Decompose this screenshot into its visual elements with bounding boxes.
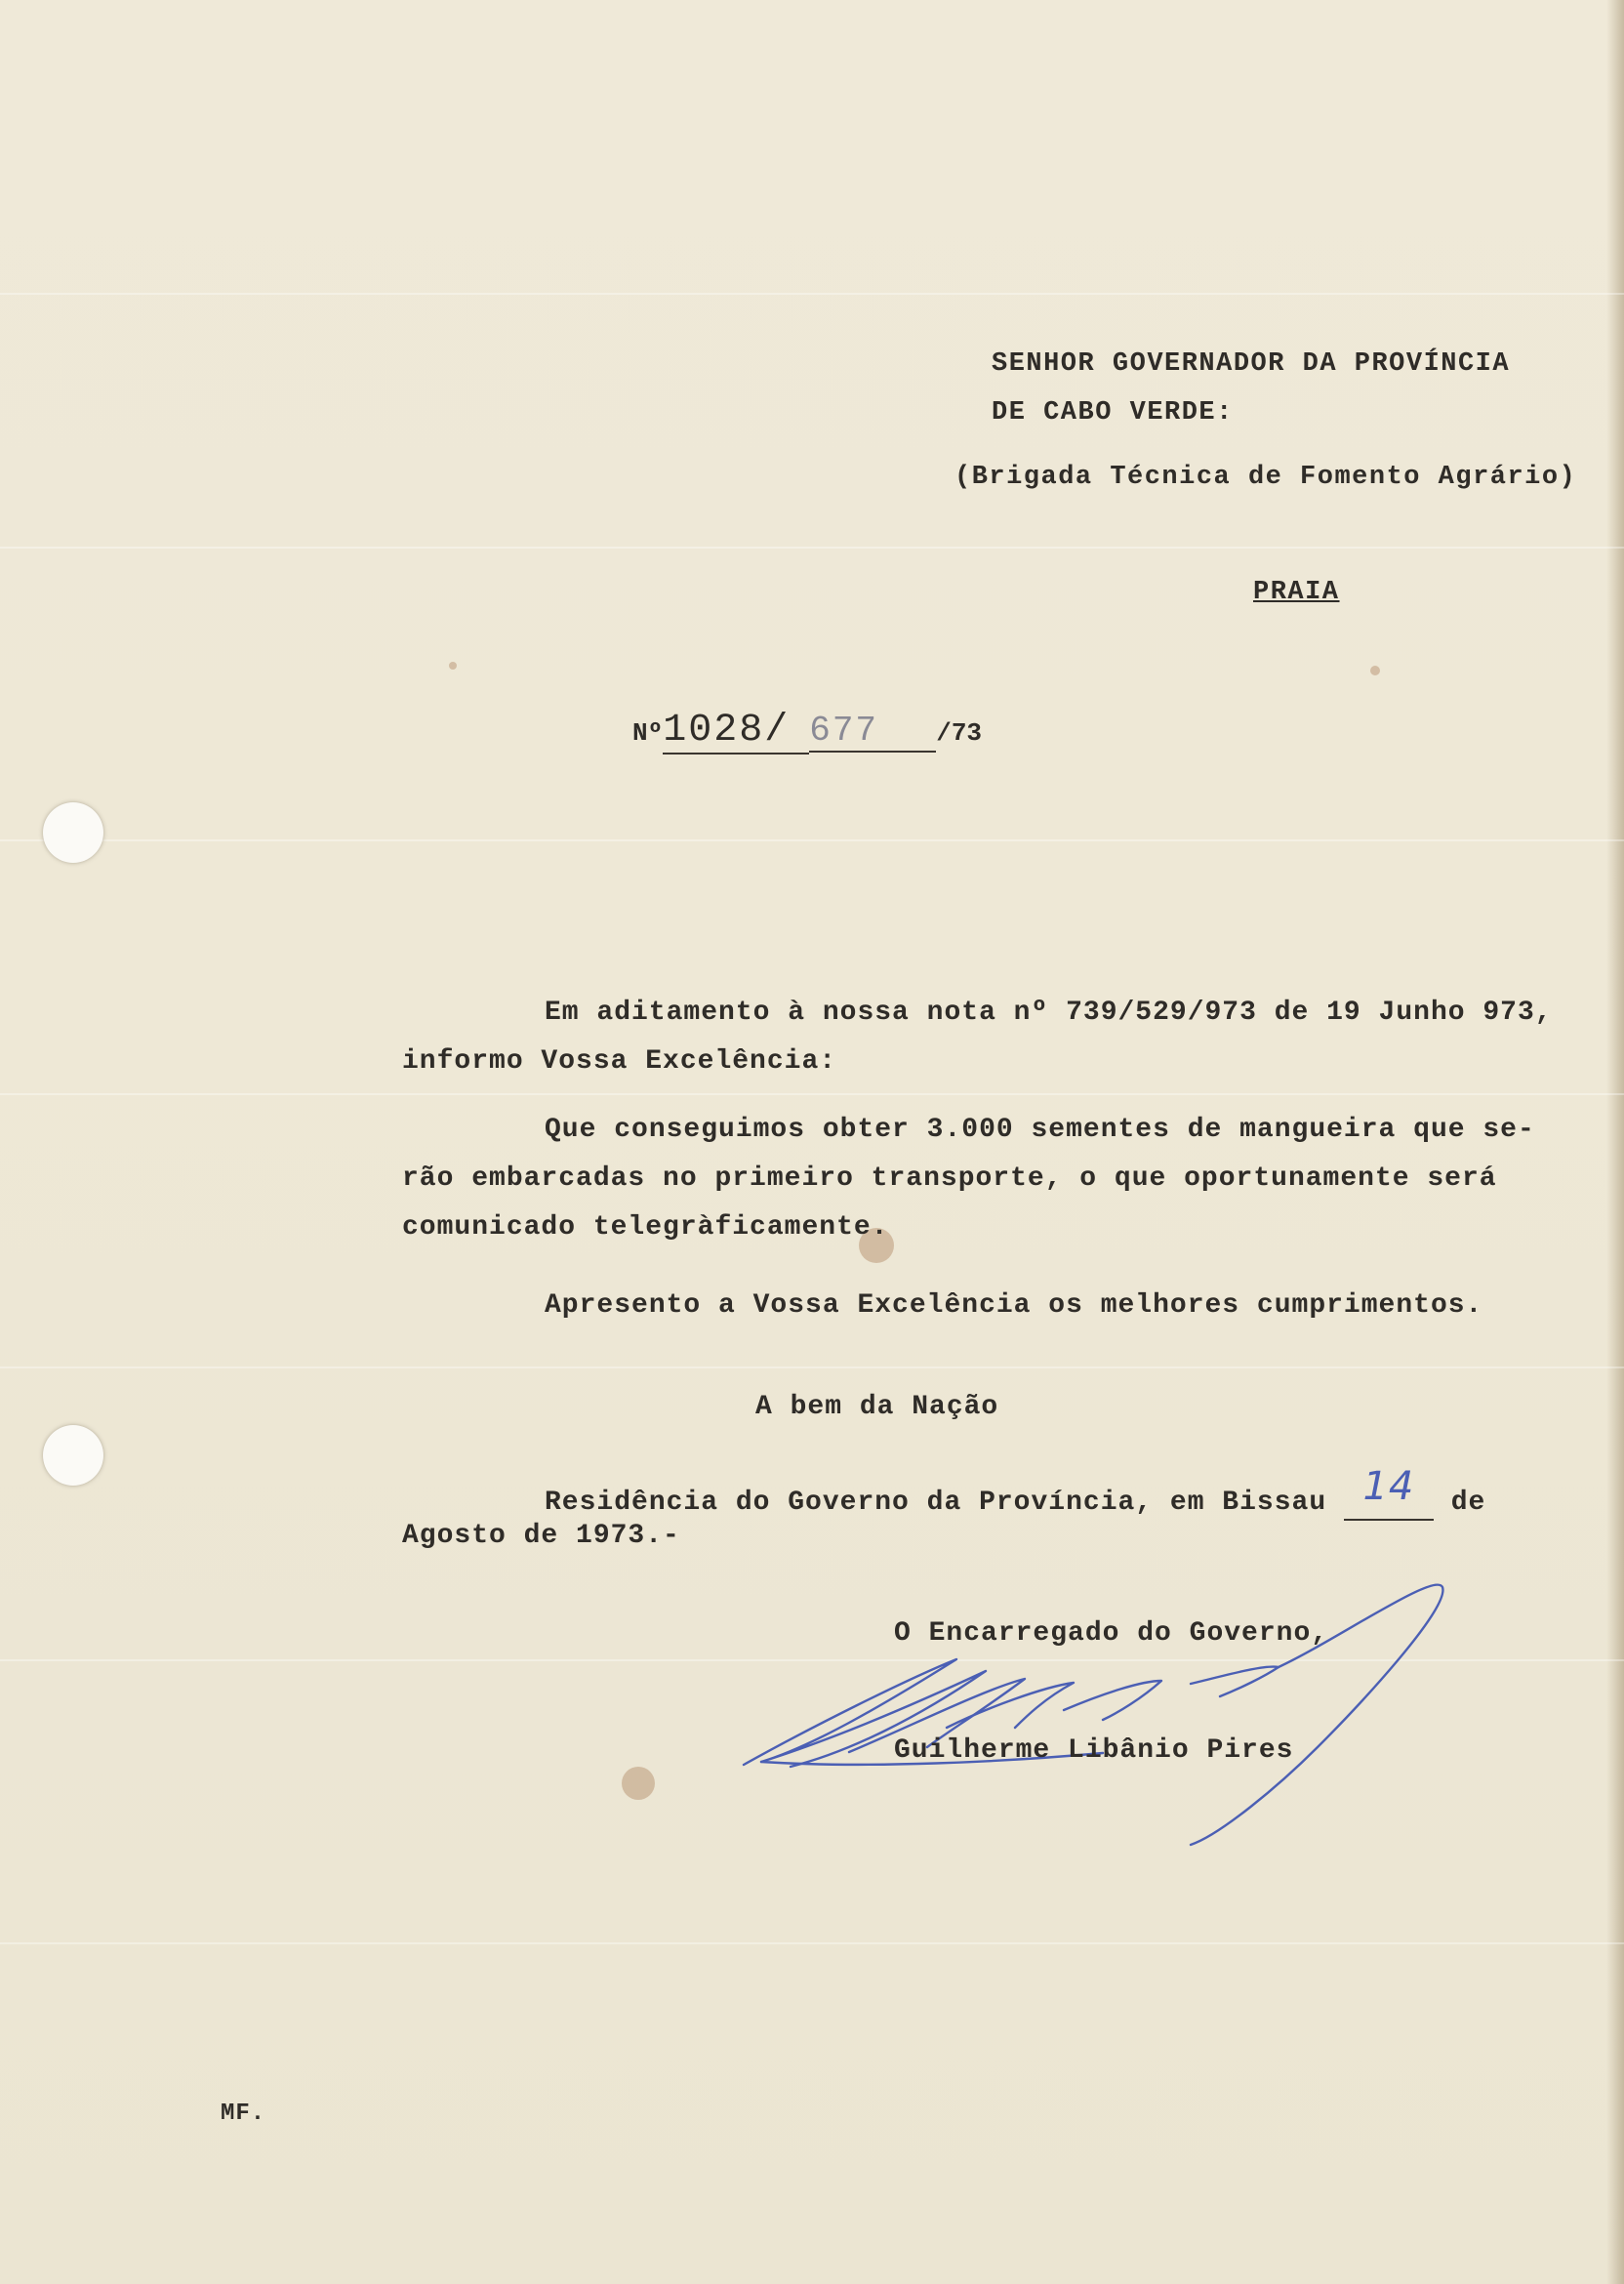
paper-texture-line [0,1366,1624,1368]
signer-name: Guilherme Libânio Pires [894,1735,1294,1766]
closing-place-suffix: de [1450,1488,1486,1518]
closing-motto: A bem da Nação [755,1392,999,1422]
closing-day-blank [1344,1464,1434,1521]
body-paragraph-1-line-1: Em aditamento à nossa nota nº 739/529/973 de 19 Junho 973, [545,998,1553,1028]
body-paragraph-3: Apresento a Vossa Excelência os melhores cumprimentos. [545,1290,1483,1321]
paper-texture-line [0,839,1624,841]
closing-place-line [545,1464,1486,1521]
handwritten-signature [732,1562,1474,1855]
addressee-line-3: (Brigada Técnica de Fomento Agrário) [954,463,1577,492]
paper-stain [622,1767,655,1800]
typist-initials: MF. [221,2100,266,2127]
paper-texture-line [0,293,1624,295]
reference-suffix: /73 [936,718,983,748]
reference-handwritten-number: 677 [809,711,936,753]
paper-stain [449,662,457,670]
body-paragraph-1-line-2: informo Vossa Excelência: [402,1046,837,1077]
paper-texture-line [0,547,1624,549]
reference-typed-number: 1028/ [663,709,809,755]
body-paragraph-2-line-1: Que conseguimos obter 3.000 sementes de mangueira que se- [545,1115,1535,1145]
closing-date-line: Agosto de 1973.- [402,1521,680,1551]
punch-hole [43,1425,103,1486]
reference-number [632,709,982,755]
paper-texture-line [0,1942,1624,1944]
paper-texture-line [0,1093,1624,1095]
paper-stain [1370,666,1380,675]
paper-edge-shadow [1606,0,1624,2284]
reference-prefix: Nº [632,718,664,748]
signer-title: O Encarregado do Governo, [894,1618,1329,1649]
closing-day-handwritten: 14 [1362,1464,1415,1509]
body-paragraph-2-line-2: rão embarcadas no primeiro transporte, o que oportunamente será [402,1163,1497,1194]
body-paragraph-2-line-3: comunicado telegràficamente. [402,1212,889,1243]
addressee-line-2: DE CABO VERDE: [992,398,1234,428]
punch-hole [43,802,103,863]
addressee-city: PRAIA [1253,578,1340,607]
addressee-line-1: SENHOR GOVERNADOR DA PROVÍNCIA [992,349,1511,379]
closing-place-prefix: Residência do Governo da Província, em Bissau [545,1488,1327,1518]
